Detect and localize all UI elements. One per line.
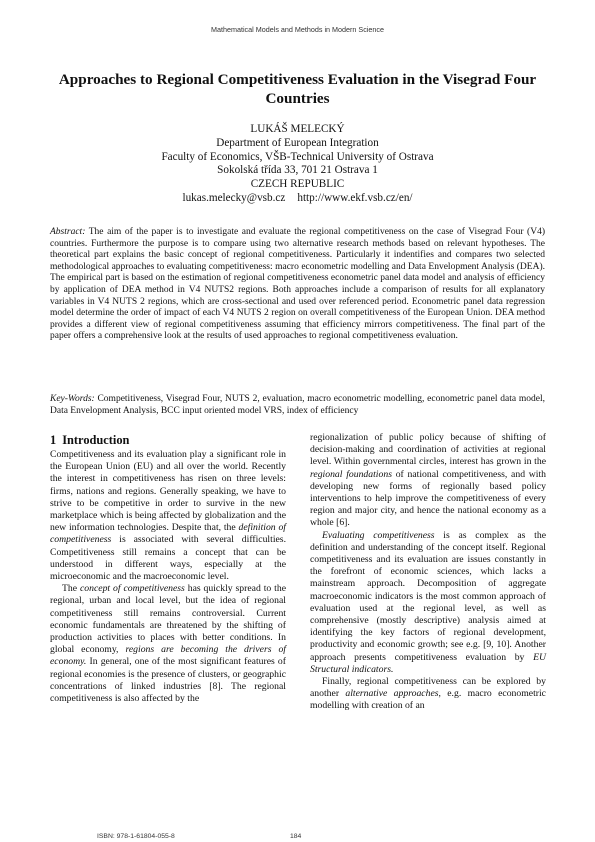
emphasis: regional foundations [310, 468, 392, 480]
emphasis: regions are becoming the drivers of economy. [50, 644, 286, 668]
emphasis: alternative approaches [345, 688, 439, 700]
text-run: is as complex as the definition and understanding of the concept itself. Regional competitiveness and its evaluation are issues constantly in the forefront of economic sciences, which lacks a mainstream approach. Decomposition of aggregate macroeconomic indicators is the most common approach of evaluation used at the regional level, as well as comprehensive (mostly descriptive) analysis aimed at identifying the key factors of regional development, productivity and economic growth; see e.g. [9, 10]. Another approach presents competitiveness evaluation by [310, 529, 547, 663]
author-address: Sokolská třída 33, 701 21 Ostrava 1 [217, 164, 378, 177]
right-paragraph-3 [310, 676, 546, 713]
keywords-text: Competitiveness, Visegrad Four, NUTS 2, evaluation, macro econometric modelling, econometric panel data model, Data Envelopment Analysis, BCC input oriented model VRS, index of efficiency [50, 394, 545, 416]
text-run: Finally, regional competitiveness can be explored by another [310, 676, 546, 700]
text-run: The [62, 583, 80, 595]
left-column [50, 432, 286, 705]
emphasis: EU Structural indicators. [310, 651, 546, 675]
section-title: Introduction [62, 433, 130, 447]
text-run: has quickly spread to the regional, urban and local level, but the idea of regional competitiveness still remains controversial. Current economic fundamentals are threatened by the shifting of production activities to places with better conditions. In global economy, [50, 583, 287, 656]
abstract-text: The aim of the paper is to investigate and evaluate the regional competitiveness on the case of Visegrad Four (V4) countries. Furthermore the purpose is to compare using two alternative research methods based on relevant hypotheses. The theoretical part explains the basic concept of regional competitiveness. Particularly it indentifies and compares two selected methodological approaches to evaluating competitiveness: macro econometric modelling and Data Envelopment Analysis (DEA). The empirical part is based on the estimation of regional competitiveness econometric panel data model and analysis of efficiency by application of DEA method in V4 NUTS2 regions. Both approaches include a comparison of results for all explanatory variables in V4 NUTS 2 regions, which are cross-sectional and used over referenced period. Econometric panel data regression model determine the order of impact of each V4 NUTS 2 region on overall competitiveness of the European Union. DEA method provides a different view of regional competitiveness assuming that efficiency mirrors competitiveness. The final part of the paper offers a comprehensive look at the results of used approaches to regional competitiveness evaluation. [50, 227, 545, 342]
text-run: is associated with several difficulties. Competitiveness still remains a concept that can be understood in different ways, especially at the microeconomic and the macroeconomic level. [50, 534, 286, 583]
text-run: , e.g. macro econometric modelling with creation of an [310, 688, 546, 712]
abstract-label: Abstract: [50, 227, 86, 237]
left-paragraph-2 [50, 583, 286, 705]
footer-isbn: ISBN: 978-1-61804-055-8 [97, 833, 175, 840]
emphasis: Evaluating competitiveness [322, 529, 435, 541]
emphasis: definition of competitiveness [50, 522, 286, 546]
abstract [50, 227, 545, 343]
author-department: Department of European Integration [216, 136, 379, 149]
right-paragraph-1 [310, 432, 546, 530]
section-number: 1 [50, 433, 57, 447]
paper-title: Approaches to Regional Competitiveness Evaluation in the Visegrad Four Countries [58, 71, 537, 107]
keywords-label: Key-Words: [50, 394, 95, 404]
text-run: In general, one of the most significant features of regional economies is the presence of clusters, or geographic concentrations of linked industries [8]. The regional competitiveness is also affected by the [50, 656, 286, 705]
author-email[interactable]: lukas.melecky@vsb.cz [182, 191, 286, 204]
right-column [310, 432, 546, 713]
text-run: of national competitiveness, and with developing new forms of regionally based policy interventions to help improve the competitiveness of every region and major city, and hence the national economy as a whole [6]. [310, 468, 547, 529]
author-country: CZECH REPUBLIC [250, 178, 345, 191]
left-paragraph-1 [50, 449, 286, 583]
emphasis: concept of competitiveness [79, 583, 185, 595]
running-head: Mathematical Models and Methods in Modern Science [211, 25, 384, 34]
text-run: regionalization of public policy because of shifting of decision-making and coordination of activities at regional level. Within governmental circles, interest has grown in the [310, 432, 546, 468]
author-name: LUKÁŠ MELECKÝ [250, 123, 345, 135]
author-contact [0, 192, 595, 206]
footer-page-number: 184 [290, 833, 302, 840]
text-run: Competitiveness and its evaluation play a significant role in the European Union (EU) and all over the world. Recently the interest in competitiveness has risen on three levels: firms, nations and regions. Generally speaking, we have to strive to be competitive in order to survive in the new marketplace which is being affected by globalization and the new information technologies. Despite that, the [50, 449, 286, 534]
right-paragraph-2 [310, 530, 546, 676]
author-url[interactable]: http://www.ekf.vsb.cz/en/ [297, 191, 413, 204]
author-block [0, 123, 595, 206]
keywords [50, 394, 545, 417]
author-faculty: Faculty of Economics, VŠB-Technical University of Ostrava [161, 150, 434, 163]
section-heading [50, 432, 286, 448]
